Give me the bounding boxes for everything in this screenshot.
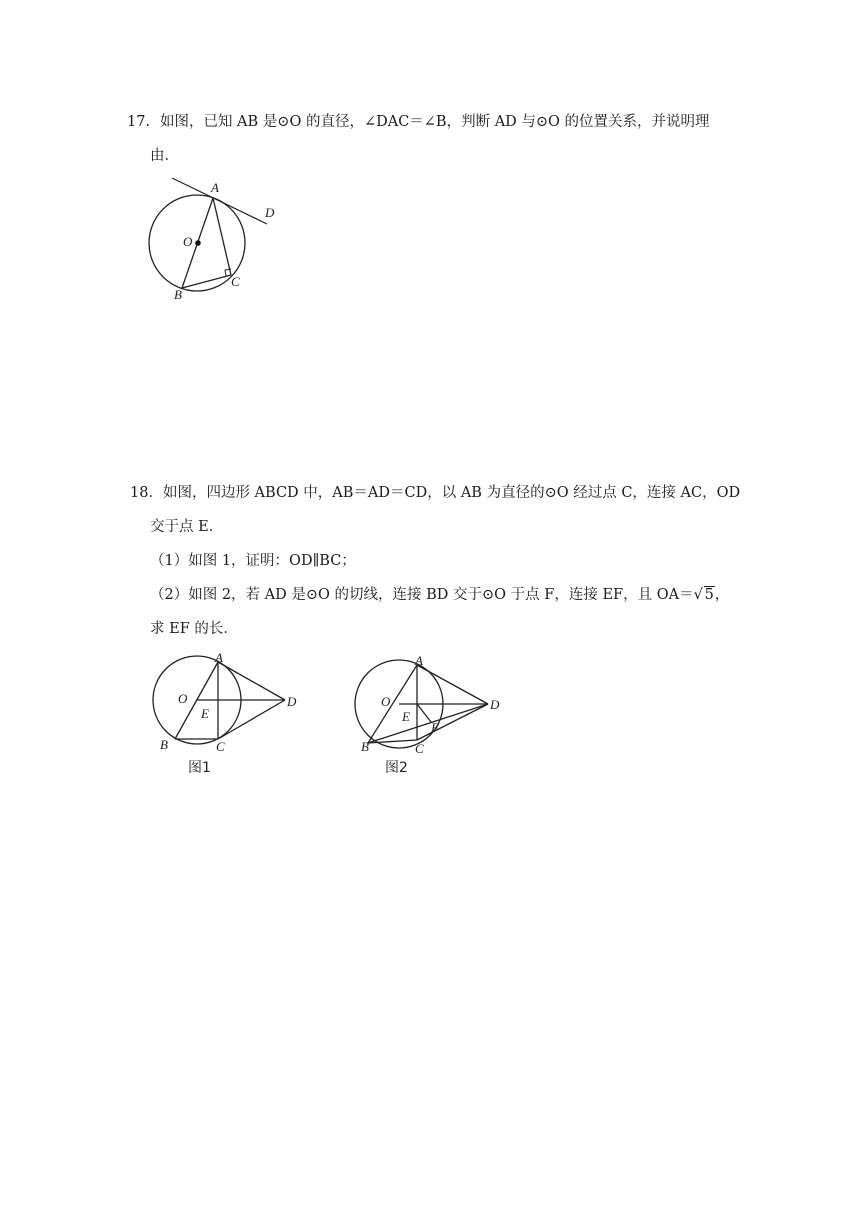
fig2-label-F: F (431, 720, 439, 735)
q17-center-dot (195, 240, 201, 246)
q17-line1 (127, 112, 710, 132)
fig1-caption: 图1 (188, 760, 211, 776)
q18-figure-1 (145, 650, 315, 780)
fig1-label-D: D (287, 694, 297, 709)
q17-label-B: B (174, 287, 182, 302)
fig1-segment-CD (218, 700, 285, 739)
fig1-segment-AD (218, 662, 285, 700)
q17-label-O: O (183, 234, 193, 249)
fig2-caption: 图2 (385, 760, 408, 776)
q18-part1: （1）如图 1，证明：OD∥BC； (150, 553, 356, 569)
q17-segment-BC (182, 275, 231, 288)
q17-label-C: C (231, 274, 240, 289)
q17-label-D: D (265, 205, 275, 220)
q18-text-1: ．如图，四边形 ABCD 中，AB＝AD＝CD，以 AB 为直径的⊙O 经过点 C，连接 AC，OD (148, 485, 741, 501)
q18-line-last: 求 EF 的长． (150, 621, 238, 637)
fig2-label-D: D (490, 697, 500, 712)
fig2-label-B: B (361, 739, 369, 754)
q18-line1 (130, 483, 740, 503)
q17-label-A: A (211, 180, 219, 195)
q17-figure (140, 170, 290, 310)
q18-sqrt: √ 5 (693, 587, 714, 603)
fig2-segment-EF (417, 704, 431, 722)
q17-segment-AC (213, 198, 231, 275)
fig2-label-A: A (415, 653, 423, 668)
q18-part2-suffix: ， (714, 587, 730, 603)
fig2-label-E: E (402, 709, 410, 724)
q17-tangent-line (172, 178, 267, 224)
fig1-label-E: E (201, 706, 209, 721)
fig1-label-B: B (160, 737, 168, 752)
fig2-label-O: O (381, 694, 391, 709)
q18-sqrt-radicand: 5 (704, 587, 714, 603)
fig1-label-C: C (216, 739, 225, 754)
fig2-segment-CD (417, 704, 488, 740)
q17-text-1: ．如图，已知 AB 是⊙O 的直径，∠DAC＝∠B，判断 AD 与⊙O 的位置关系，并说明理 (145, 114, 710, 130)
fig2-label-C: C (415, 741, 424, 756)
q18-part2 (150, 585, 729, 605)
q17-number: 17 (127, 114, 146, 130)
q17-line2: 由． (150, 148, 179, 164)
fig2-segment-AD (417, 665, 488, 704)
fig1-label-O: O (178, 691, 188, 706)
q18-number: 18 (130, 485, 149, 501)
q18-line2: 交于点 E． (150, 519, 224, 535)
q18-figure-2 (345, 650, 525, 780)
q18-part2-prefix: （2）如图 2，若 AD 是⊙O 的切线，连接 BD 交于⊙O 于点 F，连接 EF，且 OA＝ (150, 587, 694, 603)
fig1-label-A: A (215, 650, 223, 665)
